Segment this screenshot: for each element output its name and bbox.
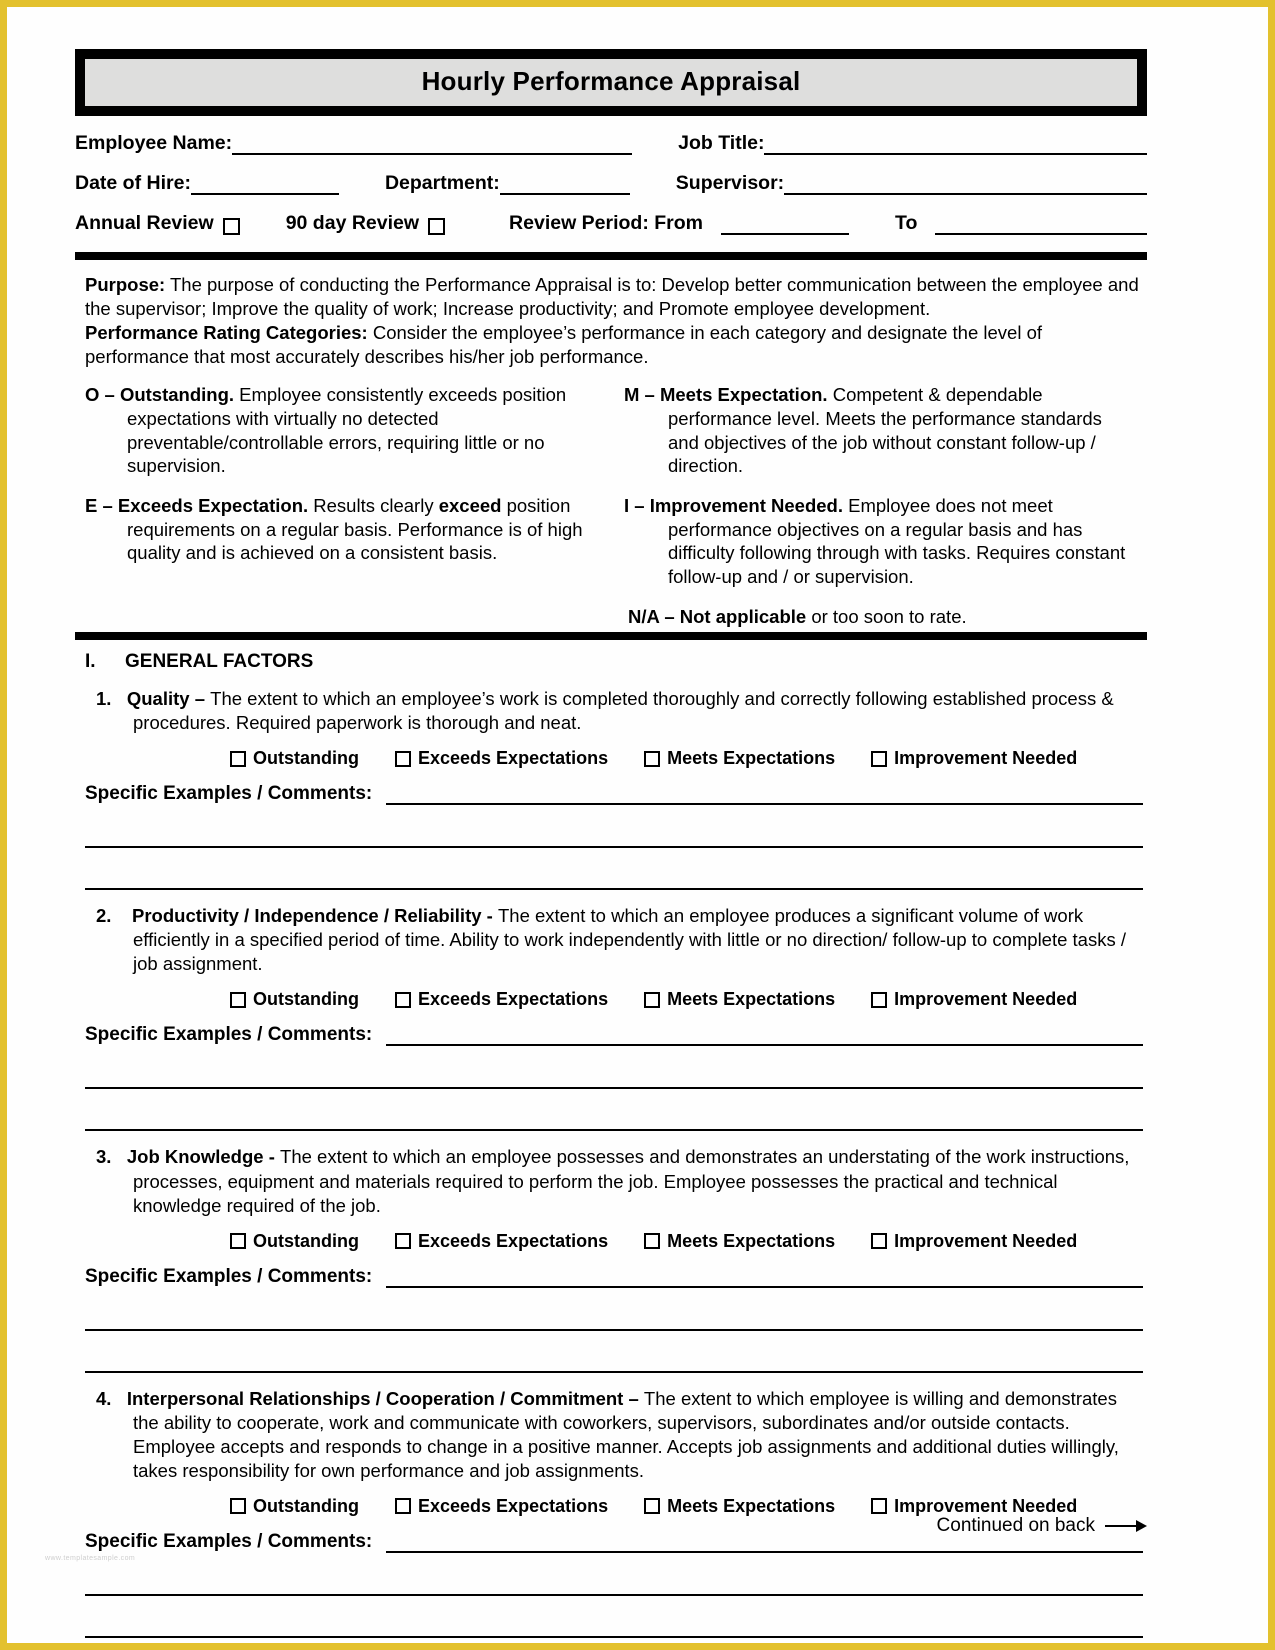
factor-text-2: The extent to which an employee produces a significant volume of work efficiently in a specified period of time. Ability to work independently with little or no direction/ follow-up to complete tasks / job assignment.	[133, 905, 1126, 975]
factor-text-3: The extent to which an employee possesses and demonstrates an understating of the work instructions, processes, equipment and materials required to perform the job. Employee possesses the practical and technical knowledge required of the job.	[133, 1146, 1130, 1216]
comments-input-line[interactable]	[386, 1026, 1143, 1046]
rating-option-label: Meets Expectations	[667, 1230, 836, 1251]
checkbox-icon[interactable]	[230, 1498, 246, 1514]
checkbox-icon[interactable]	[871, 1233, 887, 1249]
comments-row-job-knowledge	[75, 1266, 1147, 1288]
rating-row-quality	[75, 748, 1147, 769]
rating-option-outstanding[interactable]	[230, 989, 359, 1010]
rating-option-label: Improvement Needed	[894, 989, 1078, 1010]
checkbox-icon[interactable]	[395, 992, 411, 1008]
page-title: Hourly Performance Appraisal	[421, 66, 801, 96]
department-input[interactable]	[500, 173, 630, 195]
arrow-right-icon	[1105, 1519, 1147, 1533]
definition-not-applicable-code: N/A – Not applicable	[628, 605, 807, 627]
factor-separator-4: –	[623, 1387, 644, 1409]
factor-description-productivity	[85, 904, 1147, 976]
factor-text-4: The extent to which employee is willing and demonstrates the ability to cooperate, work and communicate with coworkers, supervisors, subordinates and/or outside contacts. Employee accepts and responds to change in a positive manner. Accepts job assignments and additional duties willingly, takes responsibility for own performance and job assignments.	[133, 1387, 1119, 1481]
rating-option-label: Exceeds Expectations	[418, 989, 609, 1010]
definition-meets	[624, 383, 1137, 478]
comments-row-quality	[75, 783, 1147, 805]
comments-blank-line[interactable]	[85, 1331, 1143, 1373]
factor-name-3: Job Knowledge	[126, 1146, 264, 1168]
factor-name-4: Interpersonal Relationships / Cooperation / Commitment	[126, 1387, 624, 1409]
checkbox-icon[interactable]	[644, 751, 660, 767]
comments-label: Specific Examples / Comments:	[85, 1265, 373, 1287]
definition-improvement-code: I – Improvement Needed.	[624, 494, 843, 516]
rating-option-label: Outstanding	[253, 989, 359, 1010]
checkbox-icon[interactable]	[395, 1233, 411, 1249]
factor-number-3: 3.	[96, 1146, 112, 1168]
footer	[75, 1515, 1147, 1537]
comments-label: Specific Examples / Comments:	[85, 1024, 373, 1046]
rating-option-label: Meets Expectations	[667, 1495, 836, 1516]
definition-not-applicable-text: or too soon to rate.	[806, 605, 967, 627]
comments-blank-line[interactable]	[85, 1596, 1143, 1638]
comments-label: Specific Examples / Comments:	[85, 783, 373, 805]
factor-number-1: 1.	[96, 688, 112, 710]
checkbox-icon[interactable]	[230, 751, 246, 767]
definition-meets-text: Competent & dependable performance level. Meets the performance standards and objectives of the job without constant follow-up / direction.	[668, 384, 1102, 477]
comments-blank-line[interactable]	[85, 805, 1143, 848]
checkbox-icon[interactable]	[644, 992, 660, 1008]
purpose-text: The purpose of conducting the Performance Appraisal is to: Develop better communication between the employee and the supervisor; Improve the quality of work; Increase productivity; and Promote employee development.	[85, 274, 1139, 320]
checkbox-icon[interactable]	[395, 1498, 411, 1514]
factor-description-job-knowledge	[85, 1145, 1147, 1217]
rating-option-label: Meets Expectations	[667, 748, 836, 769]
rating-option-label: Exceeds Expectations	[418, 748, 609, 769]
rating-option-outstanding[interactable]	[230, 1231, 359, 1252]
checkbox-icon[interactable]	[395, 751, 411, 767]
comments-blank-line[interactable]	[85, 1553, 1143, 1596]
identity-row-name-title	[75, 132, 1147, 155]
checkbox-icon[interactable]	[644, 1233, 660, 1249]
rating-option-meets[interactable]	[644, 1231, 835, 1252]
factor-separator-1: –	[189, 688, 211, 710]
factor-number-2: 2.	[96, 905, 112, 927]
checkbox-icon[interactable]	[871, 751, 887, 767]
rating-option-meets[interactable]	[644, 1496, 835, 1517]
rating-option-label: Improvement Needed	[894, 748, 1078, 769]
definition-meets-code: M – Meets Expectation.	[624, 384, 828, 406]
rating-option-exceeds[interactable]	[395, 1231, 608, 1252]
factor-separator-2: -	[481, 905, 498, 927]
identity-fields	[75, 132, 1147, 235]
section-heading-label: GENERAL FACTORS	[125, 651, 314, 673]
rating-option-outstanding[interactable]	[230, 1496, 359, 1517]
rating-option-improvement[interactable]	[871, 748, 1077, 769]
factor-number-4: 4.	[96, 1387, 112, 1409]
rating-option-outstanding[interactable]	[230, 748, 359, 769]
checkbox-icon[interactable]	[230, 1233, 246, 1249]
review-period-from-input[interactable]	[721, 213, 849, 235]
rating-option-improvement[interactable]	[871, 1231, 1077, 1252]
job-title-input[interactable]	[764, 133, 1147, 155]
factor-name-2: Productivity / Independence / Reliability	[126, 905, 482, 927]
comments-input-line[interactable]	[386, 785, 1143, 805]
factor-separator-3: -	[263, 1146, 281, 1168]
review-period-to-input[interactable]	[935, 213, 1147, 235]
rating-option-label: Exceeds Expectations	[418, 1230, 609, 1251]
rating-row-interpersonal	[75, 1496, 1147, 1517]
job-title-label: Job Title:	[678, 132, 765, 154]
comments-blank-line[interactable]	[85, 1288, 1143, 1331]
definition-not-applicable	[624, 605, 1137, 629]
annual-review-checkbox[interactable]	[223, 218, 240, 235]
annual-review-label: Annual Review	[75, 212, 214, 234]
divider-top	[75, 252, 1147, 260]
rating-option-label: Improvement Needed	[894, 1230, 1078, 1251]
form-sheet	[75, 49, 1147, 1638]
review-period-to-label: To	[895, 212, 918, 234]
factor-text-1: The extent to which an employee’s work is completed thoroughly and correctly following established process & procedures. Required paperwork is thorough and neat.	[133, 688, 1114, 734]
ninety-day-review-label: 90 day Review	[285, 212, 420, 234]
definition-exceeds	[85, 494, 598, 565]
comments-input-line[interactable]	[386, 1268, 1143, 1288]
checkbox-icon[interactable]	[644, 1498, 660, 1514]
definition-exceeds-emphasis: exceed	[438, 494, 502, 516]
definition-improvement-text: Employee does not meet performance objectives on a regular basis and has difficulty following through with tasks. Requires constant follow-up and / or supervision.	[668, 494, 1126, 587]
section-heading	[75, 651, 1147, 673]
employee-name-input[interactable]	[232, 133, 632, 155]
date-of-hire-label: Date of Hire:	[75, 172, 191, 194]
definition-outstanding	[85, 383, 598, 478]
comments-blank-line[interactable]	[85, 1046, 1143, 1089]
purpose-label: Purpose:	[85, 274, 166, 295]
rating-categories-text: Consider the employee’s performance in each category and designate the level of performance that most accurately describes his/her job performance.	[85, 322, 1043, 368]
divider-section	[75, 632, 1147, 640]
rating-definitions-left-column	[85, 383, 598, 628]
factor-description-quality	[85, 687, 1147, 735]
review-period-from-label: Review Period: From	[509, 212, 704, 234]
comments-row-productivity	[75, 1024, 1147, 1046]
continued-on-back-label: Continued on back	[936, 1515, 1095, 1536]
supervisor-label: Supervisor:	[675, 172, 785, 194]
comments-blank-line[interactable]	[85, 1089, 1143, 1131]
definition-exceeds-text-before: Results clearly	[308, 494, 439, 516]
definition-outstanding-code: O – Outstanding.	[85, 384, 235, 406]
rating-option-meets[interactable]	[644, 748, 835, 769]
factor-block-productivity	[75, 904, 1147, 1131]
rating-definitions-right-column	[624, 383, 1137, 628]
form-title-banner	[75, 49, 1147, 116]
comments-label: Specific Examples / Comments:	[85, 1530, 373, 1552]
rating-option-label: Outstanding	[253, 748, 359, 769]
section-numeral: I.	[85, 651, 96, 673]
watermark: www.templatesample.com	[45, 1555, 136, 1562]
rating-option-exceeds[interactable]	[395, 1496, 608, 1517]
rating-definitions	[75, 383, 1147, 628]
definition-exceeds-code: E – Exceeds Expectation.	[85, 494, 309, 516]
rating-option-improvement[interactable]	[871, 1496, 1077, 1517]
ninety-day-review-checkbox[interactable]	[428, 218, 445, 235]
comments-blank-line[interactable]	[85, 848, 1143, 890]
rating-option-label: Outstanding	[253, 1495, 359, 1516]
factor-block-job-knowledge	[75, 1145, 1147, 1372]
rating-row-job-knowledge	[75, 1231, 1147, 1252]
factor-block-quality	[75, 687, 1147, 890]
rating-categories-label: Performance Rating Categories:	[85, 322, 368, 344]
rating-option-label: Improvement Needed	[894, 1495, 1078, 1516]
rating-option-label: Meets Expectations	[667, 989, 836, 1010]
checkbox-icon[interactable]	[871, 992, 887, 1008]
rating-option-label: Exceeds Expectations	[418, 1495, 609, 1516]
purpose-paragraph	[75, 273, 1147, 369]
checkbox-icon[interactable]	[230, 992, 246, 1008]
definition-improvement	[624, 494, 1137, 589]
factor-name-1: Quality	[126, 688, 190, 710]
rating-option-meets[interactable]	[644, 989, 835, 1010]
definition-exceeds-text-after: position requirements on a regular basis. Performance is of high quality and is achieved on a consistent basis.	[127, 494, 583, 564]
definition-outstanding-text: Employee consistently exceeds position expectations with virtually no detected preventable/controllable errors, requiring little or no supervision.	[127, 384, 567, 477]
rating-option-exceeds[interactable]	[395, 989, 608, 1010]
rating-option-exceeds[interactable]	[395, 748, 608, 769]
supervisor-input[interactable]	[784, 173, 1147, 195]
rating-option-label: Outstanding	[253, 1230, 359, 1251]
factor-description-interpersonal	[85, 1387, 1147, 1483]
department-label: Department:	[384, 172, 500, 194]
date-of-hire-input[interactable]	[191, 173, 339, 195]
employee-name-label: Employee Name:	[75, 132, 233, 154]
rating-option-improvement[interactable]	[871, 989, 1077, 1010]
rating-row-productivity	[75, 989, 1147, 1010]
identity-row-hire-dept-supervisor	[75, 172, 1147, 195]
identity-row-review-type-period	[75, 212, 1147, 235]
checkbox-icon[interactable]	[871, 1498, 887, 1514]
factor-block-interpersonal	[75, 1387, 1147, 1638]
